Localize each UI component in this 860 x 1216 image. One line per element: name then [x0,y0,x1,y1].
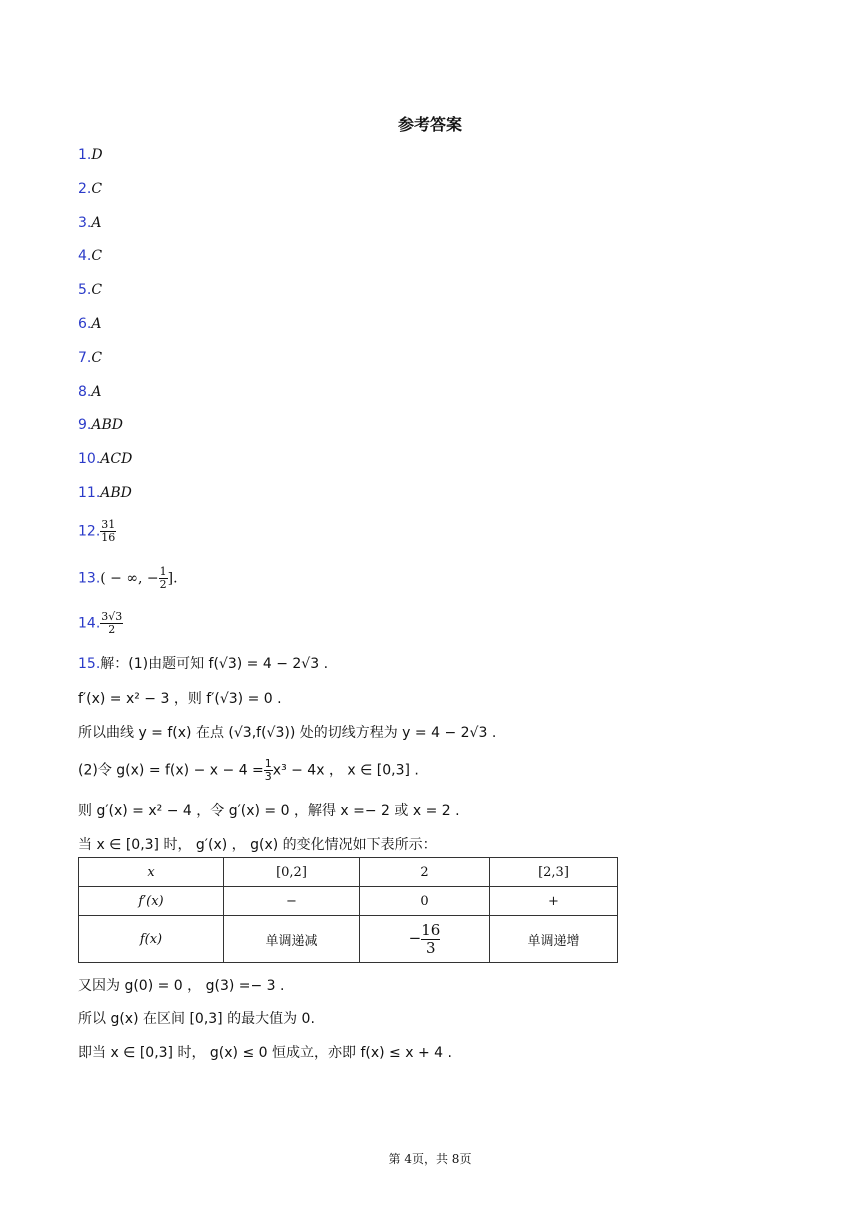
answer-number: 6. [78,316,92,332]
solution-text: (2)令 g(x) = f(x) − x − 4 = [78,762,264,779]
solution-line-4 [78,758,419,783]
fraction-denominator: 3 [426,938,436,957]
answer-text: A [91,384,102,400]
answer-text: A [91,316,102,332]
answer-item [78,485,132,501]
page-footer: 第 4页，共 8页 [388,1152,472,1166]
fraction [421,922,440,957]
answer-text: ACD [100,451,133,467]
answer-number: 15. [78,656,101,672]
answer-item [78,181,102,197]
fraction [159,566,168,591]
solution-line-2: f′(x) = x² − 3 ，则 f′(√3) = 0 . [78,691,282,707]
fraction-denominator: 3 [264,770,272,783]
answer-item-12 [78,519,116,544]
fraction-numerator: 1 [264,757,272,770]
table-cell: f(x) [79,916,224,963]
answer-item-13 [78,566,178,591]
answer-number: 4. [78,248,92,264]
solution-text: 解：(1)由题可知 f(√3) = 4 − 2√3 . [100,656,329,672]
answer-number: 12. [78,523,101,540]
solution-line-6: 当 x ∈ [0,3] 时， g′(x) ， g(x) 的变化情况如下表所示： [78,837,437,853]
fraction-denominator: 16 [101,531,116,544]
fraction [100,519,116,544]
answer-text: A [91,215,102,231]
table-cell: + [490,887,618,916]
table-cell: 2 [360,858,490,887]
fraction [264,758,273,783]
answer-number: 2. [78,181,92,197]
table-cell: 单调递减 [224,916,360,963]
solution-line-9: 即当 x ∈ [0,3] 时， g(x) ≤ 0 恒成立，亦即 f(x) ≤ x + 4 . [78,1045,452,1061]
fraction-numerator: 16 [421,920,441,939]
answer-number: 14. [78,615,101,632]
fraction-numerator: 3√3 [101,610,123,623]
table-cell: [0,2] [224,858,360,887]
table-cell: x [79,858,224,887]
fraction [100,611,123,636]
answer-item [78,215,101,231]
answer-number: 1. [78,147,92,163]
solution-line-5: 则 g′(x) = x² − 4 ，令 g′(x) = 0 ，解得 x =− 2 或 x = 2 . [78,803,460,819]
interval-start: ( − ∞, − [100,570,159,587]
table-cell [360,916,490,963]
table-cell: 0 [360,887,490,916]
solution-line-8: 所以 g(x) 在区间 [0,3] 的最大值为 0. [78,1011,315,1027]
answer-item [78,451,132,467]
answer-item [78,384,101,400]
answer-item [78,316,101,332]
solution-line-1 [78,653,328,673]
answer-text: C [91,181,103,197]
answer-text: ABD [100,485,132,501]
variation-table [78,857,618,963]
solution-line-3: 所以曲线 y = f(x) 在点 (√3,f(√3)) 处的切线方程为 y = 4 − 2√3 . [78,725,497,741]
table-row [79,858,618,887]
answer-number: 3. [78,215,92,231]
answer-number: 13. [78,570,101,587]
minus-sign: − [408,928,422,947]
fraction-numerator: 1 [159,565,167,578]
table-row [79,887,618,916]
table-cell: 单调递增 [490,916,618,963]
answer-number: 8. [78,384,92,400]
fraction-denominator: 2 [108,623,116,636]
answer-text: ABD [91,417,123,433]
answer-number: 7. [78,350,92,366]
answer-item [78,417,123,433]
answer-text: C [91,350,103,366]
table-cell: − [224,887,360,916]
answer-text: C [91,248,103,264]
solution-line-7: 又因为 g(0) = 0 ， g(3) =− 3 . [78,978,285,994]
answer-item [78,350,102,366]
answer-number: 11. [78,485,101,501]
answer-item [78,282,102,298]
answer-number: 10. [78,451,101,467]
answer-text: D [91,147,103,163]
interval-end: ]. [167,570,178,587]
fraction-denominator: 2 [159,578,167,591]
page-title: 参考答案 [397,115,462,134]
answer-number: 5. [78,282,92,298]
solution-text: x³ − 4x ， x ∈ [0,3] . [272,762,419,779]
table-cell: f′(x) [79,887,224,916]
table-row [79,916,618,963]
answer-item [78,147,103,163]
fraction-numerator: 31 [101,518,116,531]
answer-text: C [91,282,103,298]
answer-item [78,248,102,264]
answer-number: 9. [78,417,92,433]
table-cell: [2,3] [490,858,618,887]
answer-item-14 [78,611,123,636]
